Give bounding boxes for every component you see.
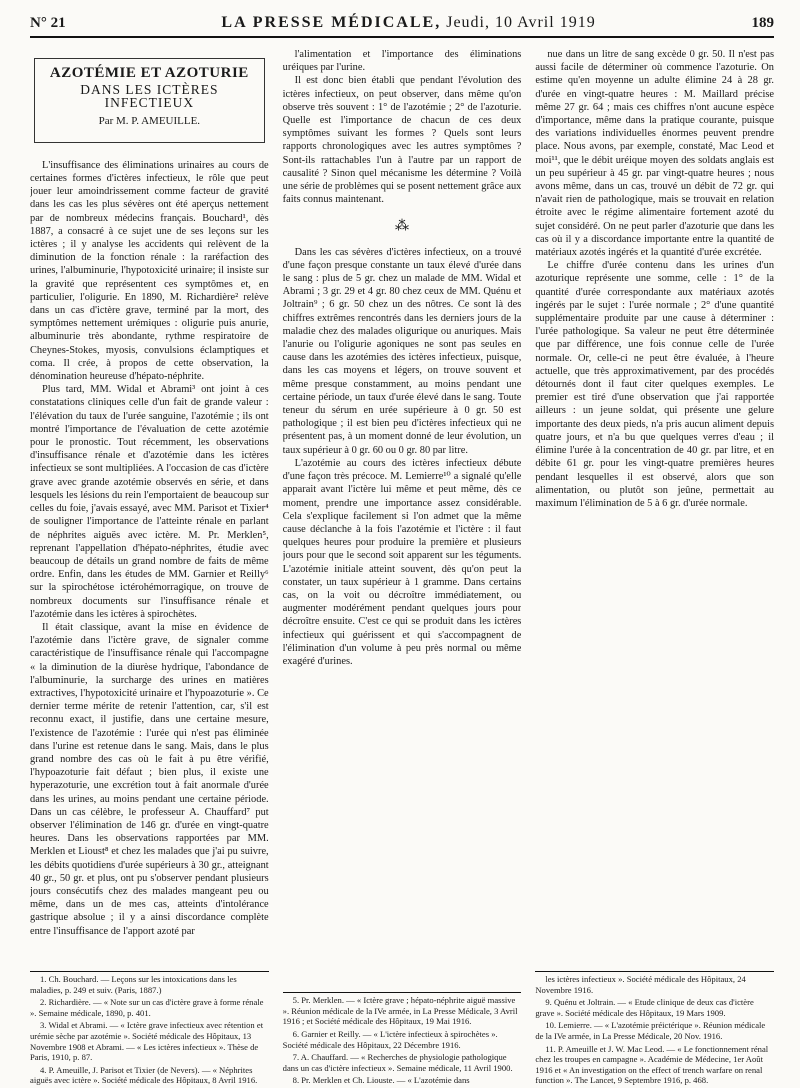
footnotes	[283, 986, 522, 1088]
footnote: 10. Lemierre. — « L'azotémie préictérique ». Réunion médicale de la IVe armée, in La Presse Médicale, 20 Nov. 1916.	[535, 1020, 766, 1042]
section-separator: ⁂	[395, 219, 409, 235]
article-byline: Par M. P. AMEUILLE.	[98, 114, 201, 127]
footnote: 8. Pr. Merklen et Ch. Liouste. — « L'azotémie dans	[292, 1075, 470, 1086]
footnote: 9. Quénu et Joltrain. — « Etude clinique de deux cas d'ictère grave ». Société médicale des Hôpitaux, 19 Mars 1909.	[535, 997, 754, 1018]
footnote-rule	[283, 992, 522, 993]
page-header	[30, 14, 774, 32]
header-rule	[30, 36, 774, 38]
footnote: les ictères infectieux ». Société médicale des Hôpitaux, 24 Novembre 1916.	[535, 974, 746, 995]
footnote: 11. P. Ameuille et J. W. Mac Leod. — « Le fonctionnement rénal chez les troupes en campagne ». Académie de Médecine, 1er Août 1916 et « An investigation on the effect of trench warfare on renal function ». The Lancet, 9 Septembre 1916, p. 468.	[535, 1043, 769, 1086]
footnote: 7. A. Chauffard. — « Recherches de physiologie pathologique dans un cas d'ictère infectieux ». Semaine médicale, 11 Avril 1900.	[282, 1052, 513, 1073]
footnote-rule	[30, 971, 269, 972]
footnotes	[30, 965, 269, 1088]
paragraph: L'insuffisance des éliminations urinaires au cours de certaines formes d'ictères infectieux, le rôle que peut jouer leur amoindrissement comme facteur de gravité dans les cas les plus sévères ont été aperçus nettement par de nombreux médecins français. Bouchard¹, dès 1887, a consacré à ce sujet une de ses leçons sur les ictères ; il y analyse les accidents qui relèvent de la diminution de la fonction rénale : la raréfaction des urines, l'albuminurie, l'hypotoxicité urinaire; il insiste sur la gravité que représentent ces symptômes et, en particulier, l'oligurie. En 1890, M. Richardière² relève dans un cas d'ictère grave, terminé par la mort, des symptômes nettement urémiques : oligurie puis anurie, albuminurie très abondante, rythme respiratoire de Cheynes-Stokes, myosis, convulsions éclamptiques et coma. Il crée, à propos de cette observation, la dénomination heureuse d'hépato-néphrite.	[30, 159, 269, 383]
publication-name: LA PRESSE MÉDICALE,	[221, 14, 442, 31]
paragraph: L'azotémie au cours des ictères infectieux débute d'une façon très précoce. M. Lemierre¹⁰ a signalé qu'elle apparait avant l'ictère lui même et peut même, dès ce moment, prendre une importance assez considérable. Cela s'explique facilement si l'on admet que la même cause déclanche à la fois l'azotémie et l'ictère : il faut quelques heures pour produire la première et plusieurs jours pour que le second soit apparent sur les téguments. L'azotémie initiale atteint souvent, dès qu'on peut la constater, un taux supérieur à 1 gramme. Dans certains cas, on la voit ou décroître immédiatement, ou augmenter modérément pendant quelques jours pour décroître ensuite. C'est ce qui se produit dans les ictères infectieux qui guérissent et qui s'accompagnent de l'élimination d'un volume à peu près normal ou même exagéré d'urines.	[282, 457, 522, 667]
publication-date: Jeudi, 10 Avril 1919	[446, 14, 596, 31]
issue-number: N° 21	[30, 15, 66, 31]
footnote: 4. P. Ameuille, J. Parisot et Tixier (de Nevers). — « Néphrites aiguës avec ictère ». Société médicale des Hôpitaux, 8 Avril 1916.	[30, 1064, 258, 1086]
paragraph: Plus tard, MM. Widal et Abrami³ ont joint à ces constatations cliniques celle d'un fait de grande valeur : l'élévation du taux de l'urée sanguine, l'azotémie ; ils ont montré l'importance de l'évaluation de cette azotémie pour le pronostic. Tout récemment, les observations d'insuffisance rénale et d'azotémie dans les ictères infectieux se sont multipliées. A l'occasion de cas d'ictère grave avec grande azotémie observés en série, et dans lesquels les lésions du rein l'emportaient de beaucoup sur celles du foie, j'avais essayé, avec MM. Parisot et Tixier⁴ de souligner l'importance de l'atteinte rénale en parlant de néphrites aiguës avec ictère. M. Pr. Merklen⁵, reprenant l'appellation d'hépato-néphrites, étudie avec beaucoup de détails un grand nombre de faits de même ordre. Enfin, dans les études de MM. Garnier et Reilly⁶ sur la spirochétose ictérohémorragique, on trouve de nombreux documents sur l'insuffisance rénale et l'azotémie dans les ictères à spirochètes.	[30, 384, 269, 620]
masthead	[221, 14, 595, 32]
article-title: AZOTÉMIE ET AZOTURIE	[49, 65, 249, 81]
column-1	[30, 48, 269, 1088]
paragraph: Il était classique, avant la mise en évidence de l'azotémie dans l'ictère grave, de signaler comme caractéristique de l'insuffisance rénale qui l'accompagne « la diminution de la diurèse hydrique, l'abondance de l'albuminurie, la surcharge des urines en matières extractives, l'hypotoxicité urinaire et l'hypoazoturie ». Ce dernier terme mérite de retenir l'attention, car, s'il est reconnu exact, il justifie, dans une certaine mesure, l'existence de l'azotémie : l'urée qui n'est pas éliminée dans l'urine est retenue dans le sang. Mais, dans le plus grand nombre des cas où le fait à pu être vérifié, l'hypoazoturie fait défaut ; bien plus, il existe une hyperazoturie, une excrétion tout à fait anormale d'urée dans les urines, au moins pendant une certaine période. Dans un cas célèbre, le professeur A. Chauffard⁷ put observer l'élimination de 146 gr. d'urée en vingt-quatre heures. Dans les observations rapportées par MM. Merklen et Lioust⁸ et chez les malades que j'ai pu suivre, les débits quotidiens d'urée supérieurs à 30 gr., atteignant 40 gr., 50 gr. et plus, ont pu s'observer pendant plusieurs jours consécutifs chez des malades mangeant peu ou même, dans un de mes cas, atteints d'intolérance gastrique absolue ; il y a ainsi discordance complète entre l'insuffisance de l'apport azoté par	[30, 621, 269, 937]
footnote-rule	[535, 971, 774, 972]
footnote: 1. Ch. Bouchard. — Leçons sur les intoxications dans les maladies, p. 249 et suiv. (Paris, 1887.)	[30, 974, 237, 995]
paragraph: Le chiffre d'urée contenu dans les urines d'un azoturique représente une somme, celle : 1° de la quantité d'urée correspondante aux matériaux azotés ingérés par le sujet : l'urée normale ; 2° d'une quantité supplémentaire produite par une cause à déterminer : l'urée pathologique. Sa valeur ne peut être déterminée que par différence, une fois connue celle de l'urée normale. Or, celle-ci ne peut être évaluée, à l'heure actuelle, que très approximativement, par des procédés détournés dont il faut citer quelques exemples. Le premier est tiré d'une observation que j'ai rapportée ailleurs : un jeune soldat, qui présente une gelure importante des deux pieds, n'a pris aucun aliment depuis quatre jours, et n'a bu que quelques verres d'eau ; il élimine l'urée à la concentration de 40 gr. par litre, et en débite 61 gr. pour les vingt-quatre premières heures pendant lesquelles il est observé, alors que son alimentation, ou plutôt son jeûne, permettait au maximum l'élimination de 5 à 6 gr. d'urée normale.	[535, 260, 775, 509]
article-title-box	[34, 58, 265, 143]
paragraph: Il est donc bien établi que pendant l'évolution des ictères infectieux, on peut observer, dans même qu'on observe très souvent : 1° de l'azotémie ; 2° de l'azoturie. Quelle est l'importance de chacun de ces deux symptômes suivant les formes ? Quels sont leurs rapports chronologiques avec les autres symptômes ? Sont-ils rattachables l'un à l'autre par un rapport de causalité ? Sinon quel mécanisme les détermine ? Voilà une série de problèmes qui se posent nettement grâce aux faits connus maintenant.	[282, 75, 522, 206]
footnote: 2. Richardière. — « Note sur un cas d'ictère grave à forme rénale ». Semaine médicale, 1890, p. 401.	[30, 997, 264, 1018]
paragraph: nue dans un litre de sang excède 0 gr. 50. Il n'est pas aussi facile de déterminer où commence l'azoturie. On estime qu'en moyenne un adulte élimine 24 à 28 gr. d'urée en vingt-quatre heures : M. Maillard précise même 27 gr. 64 ; mais ces chiffres n'ont aucune espèce d'importance, même dans la pratique courante, puisque des variations individuelles énormes peuvent prendre place. Nous avons, par exemple, constaté, Mac Leod et moi¹¹, que le débit uréique moyen des soldats anglais est un peu supérieur à 45 gr. par vingt-quatre heures ; nous avons même, dans un cas, trouvé un débit de 72 gr. qui n'avait rien de pathologique, mais se trouvait en relation étroite avec le régime alimentaire fortement azoté du sujet considéré. On ne peut parler d'azoturie que dans les cas où il y a discordance importante entre la quantité de matériaux azotés ingérés et la quantité d'urée excrétée.	[535, 49, 775, 259]
paragraph: Dans les cas sévères d'ictères infectieux, on a trouvé d'une façon presque constante un taux élevé d'urée dans le sang : plus de 5 gr. chez un malade de MM. Widal et Abrami ; 3 gr. 29 et 4 gr. 80 chez ceux de MM. Quénu et Joltrain⁹ ; 6 gr. 50 chez un des nôtres. Ce sont là des chiffres extrêmes rencontrés dans les derniers jours de la maladie chez des malades oligurique ou anuriques. Mais l'anurie ou l'oligurie agoniques ne sont pas seules en cause dans les azotémies des ictères infectieux, puisque, dans les cas moyens et légers, on trouve souvent et même presque constamment, au moins pendant une certaine période, un taux d'urée élevé dans le sang. Toute teneur du sérum en urée supérieure à 0 gr. 50 est pathologique ; il est bien peu d'ictères infectieux qui ne présentent pas, à un moment donné de leur évolution, un taux supérieur à 0 gr. 60 ou 0 gr. 80 par litre.	[282, 246, 522, 456]
columns	[30, 48, 774, 1088]
article-subtitle: DANS LES ICTÈRES INFECTIEUX	[80, 82, 219, 111]
column-2	[283, 48, 522, 1088]
footnote: 6. Garnier et Reilly. — « L'ictère infectieux à spirochètes ». Société médicale des Hôpitaux, 22 Décembre 1916.	[282, 1029, 498, 1050]
column-3	[535, 48, 774, 1088]
footnote: 5. Pr. Merklen. — « Ictère grave ; hépato-néphrite aiguë massive ». Réunion médicale de la IVe armée, in La Presse Médicale, 3 Avril 1916 ; et Société médicale des Hôpitaux, 19 Mai 1916.	[282, 995, 518, 1027]
footnote: 3. Widal et Abrami. — « Ictère grave infectieux avec rétention et urémie sèche par azotémie ». Société médicale des Hôpitaux, 13 Novembre 1908 et Abrami. — « Les ictères infectieux ». Thèse de Paris, 1910, p. 87.	[30, 1020, 264, 1063]
footnotes	[535, 965, 774, 1088]
page-number: 189	[751, 15, 774, 31]
paragraph: l'alimentation et l'importance des éliminations uréiques par l'urine.	[282, 49, 522, 74]
